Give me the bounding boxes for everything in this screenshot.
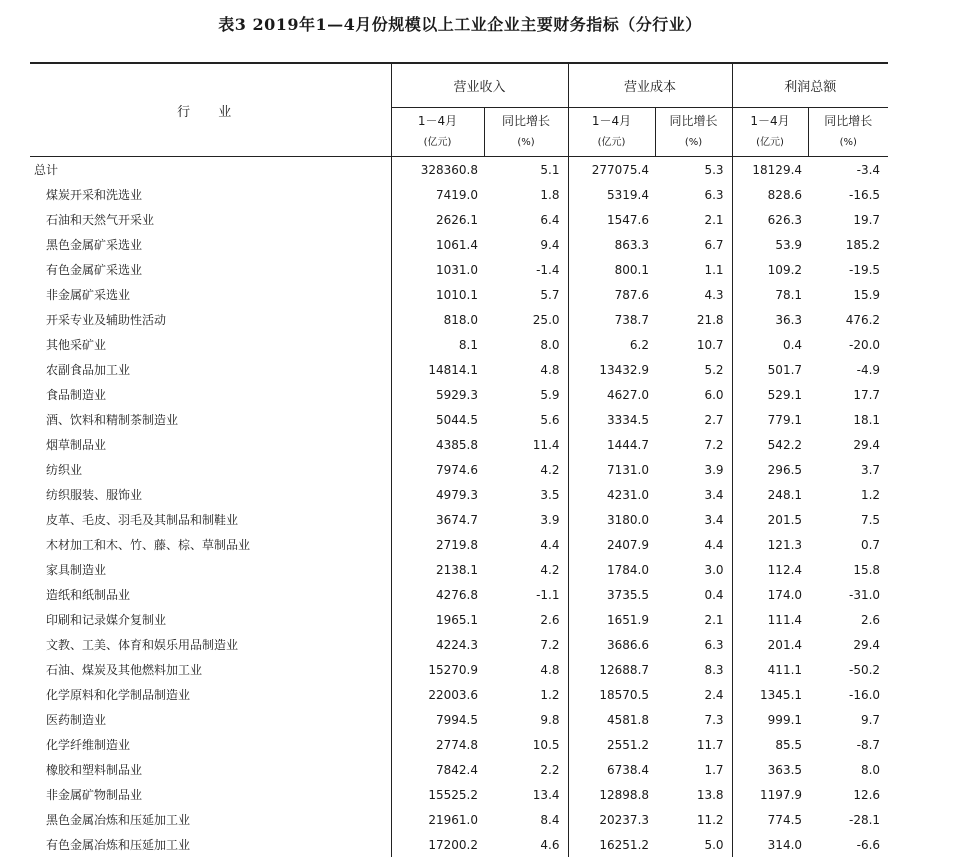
cell-profit: 18129.4 xyxy=(732,157,808,183)
industry-name: 非金属矿采选业 xyxy=(46,288,131,302)
cell-cost: 2551.2 xyxy=(568,732,655,757)
table-row xyxy=(30,732,888,757)
cell-profit-g: 8.0 xyxy=(860,762,881,777)
cell-rev-g: 11.4 xyxy=(532,437,560,452)
table-row xyxy=(30,832,888,857)
cell-cost-g: 11.7 xyxy=(696,737,724,752)
cell-profit-g: 9.7 xyxy=(860,712,881,727)
cell-rev: 21961.0 xyxy=(391,807,484,832)
cell-profit: 0.4 xyxy=(732,332,808,357)
cell-rev: 1031.0 xyxy=(391,257,484,282)
industry-name: 煤炭开采和洗选业 xyxy=(46,188,143,202)
cell-cost: 3334.5 xyxy=(568,407,655,432)
cell-profit-g: -4.9 xyxy=(856,362,881,377)
industry-name: 非金属矿物制品业 xyxy=(46,788,143,802)
cell-rev: 14814.1 xyxy=(391,357,484,382)
cell-cost: 18570.5 xyxy=(568,682,655,707)
industry-name: 食品制造业 xyxy=(46,388,107,402)
industry-name: 家具制造业 xyxy=(46,563,107,577)
table-row xyxy=(30,382,888,407)
cell-cost: 6.2 xyxy=(568,332,655,357)
cell-cost: 4627.0 xyxy=(568,382,655,407)
cell-cost-g: 7.3 xyxy=(704,712,724,727)
industry-name: 有色金属矿采选业 xyxy=(46,263,143,277)
industry-name: 橡胶和塑料制品业 xyxy=(46,763,143,777)
cell-rev-g: 4.8 xyxy=(540,662,560,677)
cell-rev-g: 8.0 xyxy=(540,337,560,352)
cell-cost-g: 6.3 xyxy=(704,187,724,202)
table-row xyxy=(30,282,888,307)
cell-profit-g: 0.7 xyxy=(860,537,881,552)
cell-profit-g: -8.7 xyxy=(856,737,881,752)
cell-rev: 1965.1 xyxy=(391,607,484,632)
cell-profit-g: -16.0 xyxy=(848,687,881,702)
cell-cost: 787.6 xyxy=(568,282,655,307)
table-row xyxy=(30,507,888,532)
cell-rev: 2138.1 xyxy=(391,557,484,582)
industry-name: 黑色金属冶炼和压延加工业 xyxy=(46,813,191,827)
industry-name: 化学原料和化学制品制造业 xyxy=(46,688,191,702)
cell-cost: 1651.9 xyxy=(568,607,655,632)
cell-profit-g: 7.5 xyxy=(860,512,881,527)
cell-cost-g: 5.0 xyxy=(704,837,724,852)
cell-profit-g: 29.4 xyxy=(853,637,881,652)
cell-rev-g: 1.8 xyxy=(540,187,560,202)
cell-profit-g: 17.7 xyxy=(853,387,881,402)
cell-cost: 4581.8 xyxy=(568,707,655,732)
header-profit: 利润总额 xyxy=(732,63,888,108)
cell-cost-g: 5.2 xyxy=(704,362,724,377)
cell-profit-g: 1.2 xyxy=(860,487,881,502)
cell-cost-g: 3.0 xyxy=(704,562,724,577)
cell-rev: 4979.3 xyxy=(391,482,484,507)
industry-name: 印刷和记录媒介复制业 xyxy=(46,613,167,627)
table-row xyxy=(30,407,888,432)
table-row xyxy=(30,607,888,632)
cell-cost-g: 4.3 xyxy=(704,287,724,302)
industry-name: 医药制造业 xyxy=(46,713,107,727)
cell-profit-g: -28.1 xyxy=(848,812,881,827)
cell-rev: 2774.8 xyxy=(391,732,484,757)
cell-cost-g: 6.7 xyxy=(704,237,724,252)
cell-cost: 12898.8 xyxy=(568,782,655,807)
cell-cost: 1547.6 xyxy=(568,207,655,232)
cell-profit: 1197.9 xyxy=(732,782,808,807)
header-profit-growth: 同比增长 (%) xyxy=(808,108,888,157)
cell-cost: 863.3 xyxy=(568,232,655,257)
cell-rev-g: 13.4 xyxy=(532,787,560,802)
table-row xyxy=(30,757,888,782)
cell-rev: 818.0 xyxy=(391,307,484,332)
cell-rev-g: 8.4 xyxy=(540,812,560,827)
cell-cost-g: 6.3 xyxy=(704,637,724,652)
cell-profit: 112.4 xyxy=(732,557,808,582)
industry-name: 石油、煤炭及其他燃料加工业 xyxy=(46,663,203,677)
cell-profit: 411.1 xyxy=(732,657,808,682)
cell-profit: 111.4 xyxy=(732,607,808,632)
cell-cost-g: 21.8 xyxy=(696,312,724,327)
cell-cost-g: 8.3 xyxy=(704,662,724,677)
cell-profit: 85.5 xyxy=(732,732,808,757)
cell-rev-g: -1.4 xyxy=(536,262,560,277)
header-cost-growth: 同比增长 (%) xyxy=(655,108,732,157)
header-rev-value: 1－4月 (亿元) xyxy=(391,108,484,157)
table-row xyxy=(30,632,888,657)
table-row xyxy=(30,782,888,807)
cell-rev-g: 2.2 xyxy=(540,762,560,777)
cell-rev-g: -1.1 xyxy=(536,587,560,602)
cell-profit-g: -31.0 xyxy=(848,587,881,602)
cell-profit-g: -19.5 xyxy=(848,262,881,277)
cell-rev: 15270.9 xyxy=(391,657,484,682)
cell-rev-g: 1.2 xyxy=(540,687,560,702)
cell-rev: 15525.2 xyxy=(391,782,484,807)
industry-name: 皮革、毛皮、羽毛及其制品和制鞋业 xyxy=(46,513,239,527)
cell-cost: 12688.7 xyxy=(568,657,655,682)
table-row xyxy=(30,357,888,382)
cell-cost-g: 1.1 xyxy=(704,262,724,277)
cell-rev-g: 9.8 xyxy=(540,712,560,727)
cell-profit: 779.1 xyxy=(732,407,808,432)
cell-cost-g: 7.2 xyxy=(704,437,724,452)
header-cost-value: 1－4月 (亿元) xyxy=(568,108,655,157)
table-row xyxy=(30,657,888,682)
cell-rev-g: 6.4 xyxy=(540,212,560,227)
cell-profit: 36.3 xyxy=(732,307,808,332)
industry-name: 造纸和纸制品业 xyxy=(46,588,131,602)
cell-cost: 16251.2 xyxy=(568,832,655,857)
cell-rev: 2719.8 xyxy=(391,532,484,557)
cell-rev-g: 3.9 xyxy=(540,512,560,527)
cell-cost: 4231.0 xyxy=(568,482,655,507)
cell-profit: 363.5 xyxy=(732,757,808,782)
cell-profit-g: 476.2 xyxy=(845,312,881,327)
industry-name: 纺织服装、服饰业 xyxy=(46,488,143,502)
table-body xyxy=(30,157,888,858)
cell-cost-g: 10.7 xyxy=(696,337,724,352)
cell-rev: 4385.8 xyxy=(391,432,484,457)
cell-profit: 121.3 xyxy=(732,532,808,557)
cell-rev: 22003.6 xyxy=(391,682,484,707)
cell-rev-g: 25.0 xyxy=(532,312,560,327)
cell-profit: 501.7 xyxy=(732,357,808,382)
cell-rev: 328360.8 xyxy=(391,157,484,183)
cell-rev: 5044.5 xyxy=(391,407,484,432)
table-row xyxy=(30,707,888,732)
cell-rev-g: 5.6 xyxy=(540,412,560,427)
cell-rev: 7974.6 xyxy=(391,457,484,482)
cell-profit-g: -16.5 xyxy=(848,187,881,202)
cell-profit-g: -6.6 xyxy=(856,837,881,852)
header-industry: 行 业 xyxy=(30,63,391,157)
industry-name: 有色金属冶炼和压延加工业 xyxy=(46,838,191,852)
cell-rev: 4224.3 xyxy=(391,632,484,657)
cell-cost: 5319.4 xyxy=(568,182,655,207)
cell-cost-g: 2.1 xyxy=(704,212,724,227)
cell-rev-g: 4.8 xyxy=(540,362,560,377)
table-row xyxy=(30,532,888,557)
table-row xyxy=(30,257,888,282)
cell-profit: 78.1 xyxy=(732,282,808,307)
cell-profit-g: 19.7 xyxy=(853,212,881,227)
cell-cost: 20237.3 xyxy=(568,807,655,832)
cell-cost: 1444.7 xyxy=(568,432,655,457)
cell-profit-g: 29.4 xyxy=(853,437,881,452)
cell-profit: 296.5 xyxy=(732,457,808,482)
table-row xyxy=(30,232,888,257)
cell-cost: 6738.4 xyxy=(568,757,655,782)
cell-cost-g: 0.4 xyxy=(704,587,724,602)
cell-profit-g: 15.8 xyxy=(853,562,881,577)
cell-rev-g: 4.4 xyxy=(540,537,560,552)
cell-profit: 999.1 xyxy=(732,707,808,732)
table-header xyxy=(30,63,888,157)
cell-profit: 626.3 xyxy=(732,207,808,232)
header-revenue: 营业收入 xyxy=(391,63,568,108)
industry-name: 文教、工美、体育和娱乐用品制造业 xyxy=(46,638,239,652)
cell-rev-g: 9.4 xyxy=(540,237,560,252)
cell-profit: 1345.1 xyxy=(732,682,808,707)
table-row xyxy=(30,332,888,357)
cell-rev-g: 10.5 xyxy=(532,737,560,752)
cell-rev: 4276.8 xyxy=(391,582,484,607)
cell-cost: 13432.9 xyxy=(568,357,655,382)
cell-profit: 174.0 xyxy=(732,582,808,607)
cell-profit: 201.5 xyxy=(732,507,808,532)
cell-profit: 542.2 xyxy=(732,432,808,457)
table-row xyxy=(30,482,888,507)
cell-profit-g: -50.2 xyxy=(848,662,881,677)
cell-profit-g: -3.4 xyxy=(856,162,881,177)
industry-name: 石油和天然气开采业 xyxy=(46,213,155,227)
cell-profit: 774.5 xyxy=(732,807,808,832)
cell-rev: 3674.7 xyxy=(391,507,484,532)
cell-profit: 53.9 xyxy=(732,232,808,257)
cell-rev-g: 4.6 xyxy=(540,837,560,852)
cell-rev: 7842.4 xyxy=(391,757,484,782)
cell-cost: 277075.4 xyxy=(568,157,655,183)
cell-profit-g: 12.6 xyxy=(853,787,881,802)
cell-rev-g: 7.2 xyxy=(540,637,560,652)
industry-name: 总计 xyxy=(34,163,59,177)
industry-name: 烟草制品业 xyxy=(46,438,107,452)
cell-profit-g: 2.6 xyxy=(860,612,881,627)
cell-cost: 7131.0 xyxy=(568,457,655,482)
cell-rev-g: 3.5 xyxy=(540,487,560,502)
header-rev-growth: 同比增长 (%) xyxy=(484,108,568,157)
cell-rev-g: 5.9 xyxy=(540,387,560,402)
financial-indicators-table xyxy=(30,62,888,857)
industry-name: 纺织业 xyxy=(46,463,83,477)
cell-cost-g: 11.2 xyxy=(696,812,724,827)
cell-cost-g: 3.9 xyxy=(704,462,724,477)
table-row xyxy=(30,582,888,607)
cell-cost-g: 4.4 xyxy=(704,537,724,552)
cell-profit-g: 185.2 xyxy=(845,237,881,252)
table-row xyxy=(30,157,888,183)
industry-name: 其他采矿业 xyxy=(46,338,107,352)
cell-cost-g: 2.1 xyxy=(704,612,724,627)
cell-rev: 7419.0 xyxy=(391,182,484,207)
industry-name: 化学纤维制造业 xyxy=(46,738,131,752)
cell-rev: 2626.1 xyxy=(391,207,484,232)
cell-cost-g: 1.7 xyxy=(704,762,724,777)
cell-cost: 800.1 xyxy=(568,257,655,282)
header-profit-value: 1－4月 (亿元) xyxy=(732,108,808,157)
cell-profit-g: 3.7 xyxy=(860,462,881,477)
table-row xyxy=(30,807,888,832)
cell-cost-g: 6.0 xyxy=(704,387,724,402)
cell-rev: 8.1 xyxy=(391,332,484,357)
industry-name: 开采专业及辅助性活动 xyxy=(46,313,167,327)
industry-name: 黑色金属矿采选业 xyxy=(46,238,143,252)
cell-cost: 738.7 xyxy=(568,307,655,332)
cell-profit-g: 18.1 xyxy=(853,412,881,427)
cell-rev-g: 5.1 xyxy=(540,162,560,177)
cell-profit-g: 15.9 xyxy=(853,287,881,302)
cell-profit-g: -20.0 xyxy=(848,337,881,352)
table-row xyxy=(30,207,888,232)
industry-name: 酒、饮料和精制茶制造业 xyxy=(46,413,179,427)
cell-profit: 109.2 xyxy=(732,257,808,282)
header-cost: 营业成本 xyxy=(568,63,732,108)
cell-rev-g: 4.2 xyxy=(540,562,560,577)
table-row xyxy=(30,557,888,582)
cell-cost-g: 2.4 xyxy=(704,687,724,702)
table-row xyxy=(30,307,888,332)
table-row xyxy=(30,682,888,707)
industry-name: 农副食品加工业 xyxy=(46,363,131,377)
cell-cost-g: 3.4 xyxy=(704,487,724,502)
cell-profit: 248.1 xyxy=(732,482,808,507)
industry-name: 木材加工和木、竹、藤、棕、草制品业 xyxy=(46,538,251,552)
cell-rev: 5929.3 xyxy=(391,382,484,407)
table-row xyxy=(30,457,888,482)
cell-cost-g: 3.4 xyxy=(704,512,724,527)
cell-cost: 3180.0 xyxy=(568,507,655,532)
cell-rev: 1061.4 xyxy=(391,232,484,257)
cell-cost-g: 13.8 xyxy=(696,787,724,802)
cell-cost: 1784.0 xyxy=(568,557,655,582)
cell-profit: 529.1 xyxy=(732,382,808,407)
cell-cost: 3735.5 xyxy=(568,582,655,607)
cell-rev: 17200.2 xyxy=(391,832,484,857)
cell-rev-g: 4.2 xyxy=(540,462,560,477)
cell-cost-g: 5.3 xyxy=(704,162,724,177)
cell-rev-g: 5.7 xyxy=(540,287,560,302)
cell-cost-g: 2.7 xyxy=(704,412,724,427)
cell-profit: 314.0 xyxy=(732,832,808,857)
table-row xyxy=(30,182,888,207)
cell-cost: 3686.6 xyxy=(568,632,655,657)
table-title: 表3 2019年1—4月份规模以上工业企业主要财务指标（分行业） xyxy=(218,15,702,34)
cell-cost: 2407.9 xyxy=(568,532,655,557)
cell-rev: 1010.1 xyxy=(391,282,484,307)
cell-rev: 7994.5 xyxy=(391,707,484,732)
table-row xyxy=(30,432,888,457)
cell-profit: 828.6 xyxy=(732,182,808,207)
cell-profit: 201.4 xyxy=(732,632,808,657)
cell-rev-g: 2.6 xyxy=(540,612,560,627)
